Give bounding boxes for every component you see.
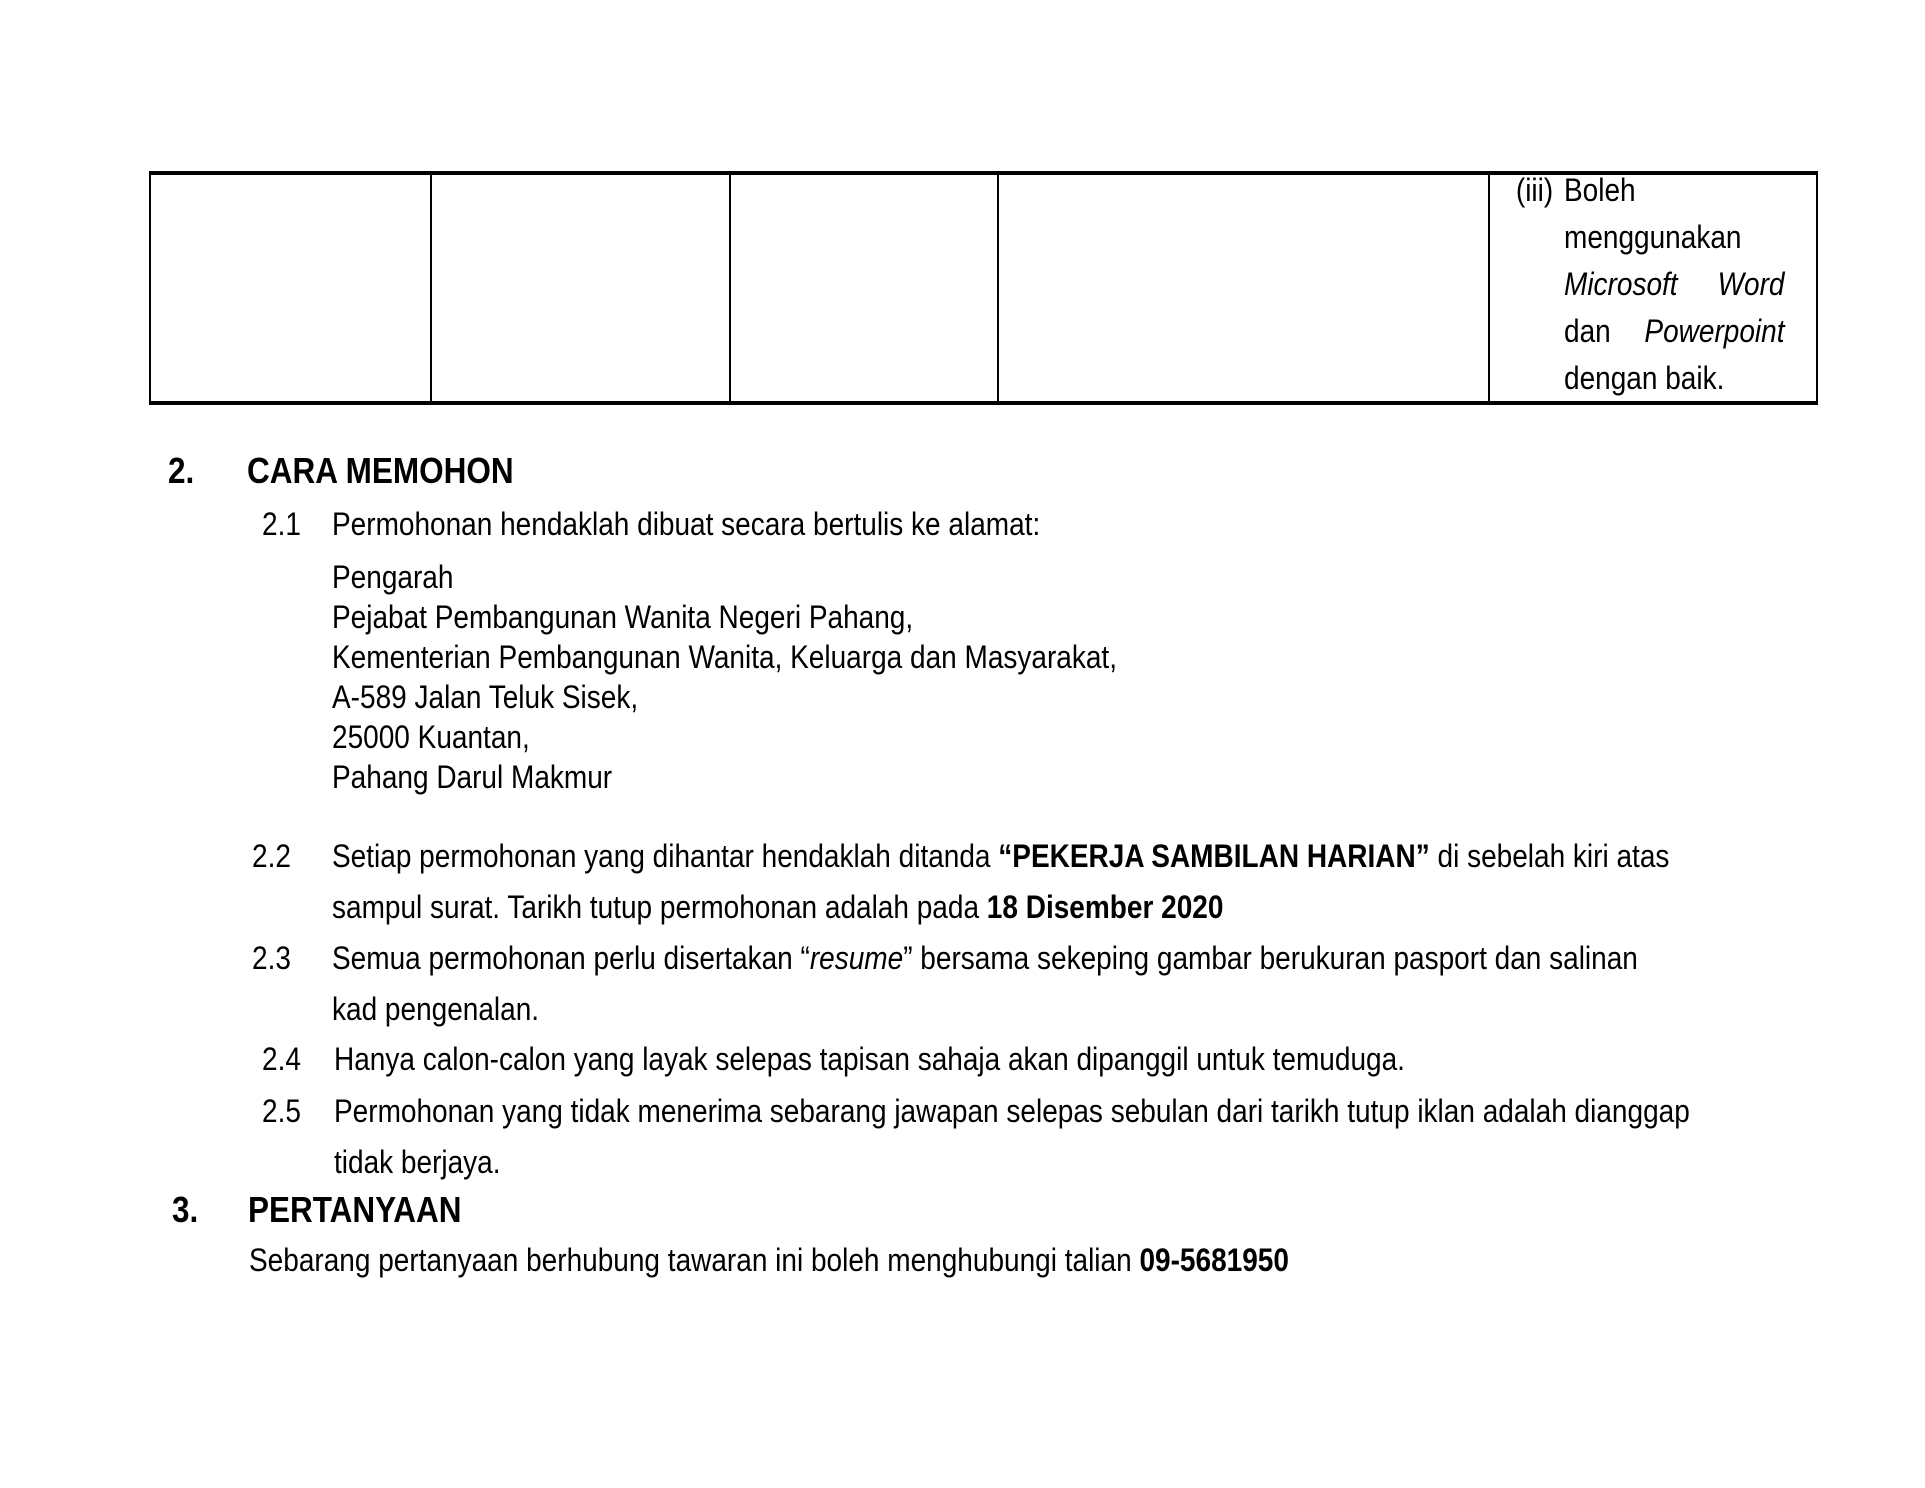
mailing-address: [332, 557, 1117, 797]
table-cell-empty-2: [432, 175, 731, 401]
address-line: Kementerian Pembangunan Wanita, Keluarga dan Masyarakat,: [332, 639, 1117, 675]
section-3-heading: PERTANYAAN: [248, 1189, 462, 1230]
table-cell-empty-1: [151, 175, 432, 401]
item-2-2-number: 2.2: [252, 838, 291, 874]
requirement-line-2: menggunakan: [1563, 219, 1742, 255]
section-2-number: 2.: [168, 450, 195, 491]
requirement-item-iii: [1515, 167, 1785, 402]
requirement-line-1: (iii) Boleh: [1564, 167, 1785, 214]
item-2-5-text: Permohonan yang tidak menerima sebarang jawapan selepas sebulan dari tarikh tutup iklan adalah dianggap tidak berjaya.: [334, 1093, 1690, 1180]
list-marker-iii: (iii): [1515, 172, 1554, 208]
address-line: Pejabat Pembangunan Wanita Negeri Pahang,: [332, 599, 914, 635]
item-2-3-number: 2.3: [252, 940, 291, 976]
item-2-1-number: 2.1: [262, 506, 301, 542]
qualifications-table: [149, 171, 1818, 405]
address-line: Pahang Darul Makmur: [332, 759, 613, 795]
envelope-label-text: “PEKERJA SAMBILAN HARIAN”: [998, 838, 1430, 874]
item-2-4-text: Hanya calon-calon yang layak selepas tapisan sahaja akan dipanggil untuk temuduga.: [334, 1041, 1405, 1077]
item-2-5-number: 2.5: [262, 1093, 301, 1129]
item-2-4-number: 2.4: [262, 1041, 301, 1077]
contact-line: Sebarang pertanyaan berhubung tawaran ini boleh menghubungi talian 09-5681950: [249, 1242, 1289, 1278]
item-2-1-text: Permohonan hendaklah dibuat secara bertulis ke alamat:: [332, 506, 1041, 542]
table-cell-empty-4: [999, 175, 1490, 401]
requirement-line-5: dengan baik.: [1563, 360, 1725, 396]
resume-word: resume: [809, 940, 904, 976]
software-name-powerpoint: Powerpoint: [1644, 313, 1785, 349]
closing-date: 18 Disember 2020: [986, 889, 1224, 925]
table-cell-empty-3: [731, 175, 999, 401]
item-2-3-text: Semua permohonan perlu disertakan “resume” bersama sekeping gambar berukuran pasport dan salinan kad pengenalan.: [332, 940, 1638, 1027]
item-2-2-text: Setiap permohonan yang dihantar hendaklah ditanda “PEKERJA SAMBILAN HARIAN” di sebelah kiri atas sampul surat. Tarikh tutup permohonan adalah pada 18 Disember 2020: [332, 838, 1670, 925]
requirement-line-4: dan Powerpoint: [1564, 308, 1785, 355]
software-name-word-1: Microsoft: [1563, 266, 1678, 302]
table-cell-requirement: [1490, 172, 1816, 401]
section-2-heading: CARA MEMOHON: [247, 450, 514, 491]
address-line: A-589 Jalan Teluk Sisek,: [332, 679, 639, 715]
requirement-line-3: [1564, 261, 1785, 308]
section-3-number: 3.: [172, 1189, 199, 1230]
address-line: Pengarah: [332, 559, 454, 595]
software-name-word-2: Word: [1717, 266, 1785, 302]
address-line: 25000 Kuantan,: [332, 719, 530, 755]
contact-phone-number: 09-5681950: [1139, 1242, 1289, 1278]
